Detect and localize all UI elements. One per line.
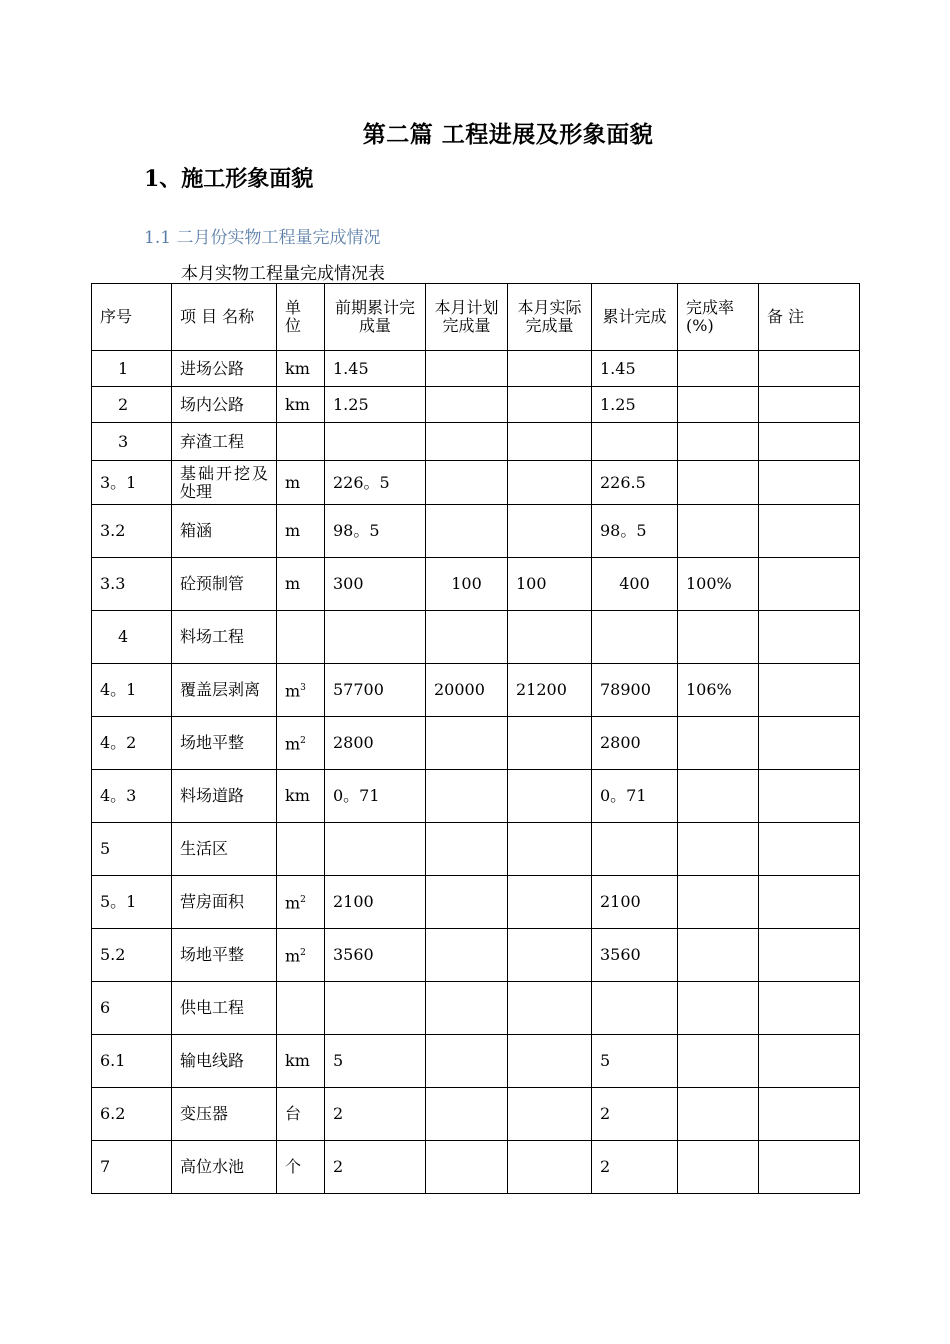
cell-note xyxy=(759,1141,860,1194)
cell-total: 0。71 xyxy=(592,770,678,823)
cell-rate xyxy=(678,351,759,387)
cell-unit: km xyxy=(277,351,325,387)
cell-note xyxy=(759,387,860,423)
header-unit: 单位 xyxy=(277,284,325,351)
cell-plan xyxy=(426,770,508,823)
cell-actual xyxy=(508,423,592,461)
cell-rate xyxy=(678,423,759,461)
cell-note xyxy=(759,461,860,505)
cell-total xyxy=(592,423,678,461)
cell-rate xyxy=(678,1141,759,1194)
cell-actual xyxy=(508,1088,592,1141)
cell-name: 生活区 xyxy=(172,823,277,876)
cell-total: 2100 xyxy=(592,876,678,929)
cell-name: 覆盖层剥离 xyxy=(172,664,277,717)
cell-no: 5.2 xyxy=(92,929,172,982)
cell-rate xyxy=(678,505,759,558)
cell-note xyxy=(759,1088,860,1141)
cell-prev: 1.45 xyxy=(325,351,426,387)
cell-no: 1 xyxy=(92,351,172,387)
cell-rate xyxy=(678,611,759,664)
cell-name: 料场工程 xyxy=(172,611,277,664)
cell-actual xyxy=(508,770,592,823)
cell-unit xyxy=(277,823,325,876)
cell-total xyxy=(592,823,678,876)
cell-unit xyxy=(277,611,325,664)
cell-prev: 2 xyxy=(325,1088,426,1141)
cell-rate xyxy=(678,1088,759,1141)
unit-text: m xyxy=(285,681,301,701)
cell-note xyxy=(759,611,860,664)
cell-no: 3.3 xyxy=(92,558,172,611)
cell-unit: km xyxy=(277,770,325,823)
cell-no: 3 xyxy=(92,423,172,461)
cell-actual xyxy=(508,823,592,876)
table-row xyxy=(92,423,860,461)
cell-plan xyxy=(426,351,508,387)
cell-unit xyxy=(277,929,325,982)
cell-actual xyxy=(508,982,592,1035)
cell-unit xyxy=(277,423,325,461)
cell-plan xyxy=(426,1141,508,1194)
table-row xyxy=(92,1035,860,1088)
cell-note xyxy=(759,1035,860,1088)
cell-unit: 台 xyxy=(277,1088,325,1141)
cell-name: 供电工程 xyxy=(172,982,277,1035)
cell-note xyxy=(759,876,860,929)
header-no: 序号 xyxy=(92,284,172,351)
unit-exponent: 3 xyxy=(300,683,306,694)
cell-name: 场地平整 xyxy=(172,929,277,982)
cell-prev: 3560 xyxy=(325,929,426,982)
table-row xyxy=(92,351,860,387)
unit-text: m xyxy=(285,946,301,966)
cell-rate xyxy=(678,823,759,876)
cell-plan xyxy=(426,505,508,558)
table-row xyxy=(92,461,860,505)
cell-plan xyxy=(426,929,508,982)
cell-total: 98。5 xyxy=(592,505,678,558)
cell-no: 6.2 xyxy=(92,1088,172,1141)
header-prev: 前期累计完成量 xyxy=(325,284,426,351)
table-row xyxy=(92,823,860,876)
cell-name: 输电线路 xyxy=(172,1035,277,1088)
cell-no: 5。1 xyxy=(92,876,172,929)
cell-no: 2 xyxy=(92,387,172,423)
cell-unit: km xyxy=(277,1035,325,1088)
cell-plan: 100 xyxy=(426,558,508,611)
cell-plan xyxy=(426,461,508,505)
cell-no: 3.2 xyxy=(92,505,172,558)
cell-unit: km xyxy=(277,387,325,423)
cell-rate xyxy=(678,1035,759,1088)
cell-actual: 100 xyxy=(508,558,592,611)
cell-note xyxy=(759,664,860,717)
cell-prev: 1.25 xyxy=(325,387,426,423)
cell-no: 4。1 xyxy=(92,664,172,717)
cell-plan xyxy=(426,423,508,461)
table-row xyxy=(92,717,860,770)
cell-actual xyxy=(508,387,592,423)
cell-no: 3。1 xyxy=(92,461,172,505)
table-row xyxy=(92,1088,860,1141)
cell-plan xyxy=(426,387,508,423)
cell-total: 3560 xyxy=(592,929,678,982)
cell-total: 2 xyxy=(592,1088,678,1141)
cell-actual xyxy=(508,461,592,505)
cell-actual xyxy=(508,929,592,982)
document-title: 第二篇 工程进展及形象面貌 xyxy=(362,121,654,148)
table-row xyxy=(92,664,860,717)
cell-name: 场内公路 xyxy=(172,387,277,423)
cell-prev xyxy=(325,982,426,1035)
cell-actual xyxy=(508,1035,592,1088)
cell-no: 4。3 xyxy=(92,770,172,823)
cell-prev: 5 xyxy=(325,1035,426,1088)
cell-actual: 21200 xyxy=(508,664,592,717)
cell-plan xyxy=(426,717,508,770)
cell-rate: 100% xyxy=(678,558,759,611)
cell-name: 基础开挖及处理 xyxy=(172,461,277,505)
cell-name: 砼预制管 xyxy=(172,558,277,611)
cell-unit: m xyxy=(277,558,325,611)
cell-note xyxy=(759,982,860,1035)
unit-exponent: 2 xyxy=(300,895,306,906)
cell-note xyxy=(759,423,860,461)
header-total: 累计完成 xyxy=(592,284,678,351)
cell-prev xyxy=(325,611,426,664)
cell-note xyxy=(759,770,860,823)
unit-exponent: 2 xyxy=(300,736,306,747)
cell-name: 营房面积 xyxy=(172,876,277,929)
cell-prev xyxy=(325,423,426,461)
cell-note xyxy=(759,558,860,611)
header-actual: 本月实际完成量 xyxy=(508,284,592,351)
cell-actual xyxy=(508,1141,592,1194)
cell-rate xyxy=(678,929,759,982)
cell-prev: 98。5 xyxy=(325,505,426,558)
section-heading: 1、施工形象面貌 xyxy=(144,166,314,192)
cell-name: 进场公路 xyxy=(172,351,277,387)
cell-unit: m xyxy=(277,505,325,558)
cell-no: 4。2 xyxy=(92,717,172,770)
cell-note xyxy=(759,929,860,982)
cell-unit xyxy=(277,664,325,717)
unit-text: m xyxy=(285,734,301,754)
cell-name: 变压器 xyxy=(172,1088,277,1141)
cell-total: 78900 xyxy=(592,664,678,717)
cell-total: 2 xyxy=(592,1141,678,1194)
cell-actual xyxy=(508,876,592,929)
cell-prev: 300 xyxy=(325,558,426,611)
cell-no: 6.1 xyxy=(92,1035,172,1088)
cell-rate xyxy=(678,770,759,823)
cell-actual xyxy=(508,351,592,387)
cell-plan: 20000 xyxy=(426,664,508,717)
cell-actual xyxy=(508,717,592,770)
cell-rate xyxy=(678,387,759,423)
table-row xyxy=(92,876,860,929)
cell-total xyxy=(592,611,678,664)
table-caption: 本月实物工程量完成情况表 xyxy=(181,264,385,284)
cell-unit xyxy=(277,717,325,770)
cell-note xyxy=(759,351,860,387)
table-row xyxy=(92,982,860,1035)
cell-unit xyxy=(277,982,325,1035)
cell-no: 6 xyxy=(92,982,172,1035)
cell-total: 5 xyxy=(592,1035,678,1088)
cell-rate xyxy=(678,461,759,505)
cell-no: 5 xyxy=(92,823,172,876)
progress-table xyxy=(91,283,860,1194)
unit-exponent: 2 xyxy=(300,948,306,959)
cell-unit xyxy=(277,876,325,929)
cell-total: 1.45 xyxy=(592,351,678,387)
table-header-row xyxy=(92,284,860,351)
cell-plan xyxy=(426,823,508,876)
cell-note xyxy=(759,505,860,558)
cell-total xyxy=(592,982,678,1035)
cell-plan xyxy=(426,1035,508,1088)
cell-name: 料场道路 xyxy=(172,770,277,823)
header-rate: 完成率(%) xyxy=(678,284,759,351)
cell-rate: 106% xyxy=(678,664,759,717)
table-row xyxy=(92,770,860,823)
cell-prev: 2800 xyxy=(325,717,426,770)
cell-actual xyxy=(508,505,592,558)
table-row xyxy=(92,611,860,664)
cell-unit: m xyxy=(277,461,325,505)
cell-prev: 0。71 xyxy=(325,770,426,823)
cell-actual xyxy=(508,611,592,664)
cell-total: 400 xyxy=(592,558,678,611)
cell-rate xyxy=(678,717,759,770)
cell-prev: 2 xyxy=(325,1141,426,1194)
header-note: 备 注 xyxy=(759,284,860,351)
table-row xyxy=(92,505,860,558)
cell-note xyxy=(759,823,860,876)
cell-name: 箱涵 xyxy=(172,505,277,558)
subsection-heading: 1.1 二月份实物工程量完成情况 xyxy=(144,228,381,248)
cell-rate xyxy=(678,876,759,929)
cell-plan xyxy=(426,982,508,1035)
cell-note xyxy=(759,717,860,770)
cell-unit: 个 xyxy=(277,1141,325,1194)
cell-name: 高位水池 xyxy=(172,1141,277,1194)
cell-total: 1.25 xyxy=(592,387,678,423)
table-row xyxy=(92,1141,860,1194)
cell-prev xyxy=(325,823,426,876)
cell-prev: 226。5 xyxy=(325,461,426,505)
table-row xyxy=(92,929,860,982)
cell-name: 弃渣工程 xyxy=(172,423,277,461)
cell-plan xyxy=(426,611,508,664)
cell-plan xyxy=(426,1088,508,1141)
table-row xyxy=(92,558,860,611)
cell-prev: 57700 xyxy=(325,664,426,717)
cell-rate xyxy=(678,982,759,1035)
header-plan: 本月计划完成量 xyxy=(426,284,508,351)
cell-total: 2800 xyxy=(592,717,678,770)
cell-name: 场地平整 xyxy=(172,717,277,770)
cell-no: 7 xyxy=(92,1141,172,1194)
cell-total: 226.5 xyxy=(592,461,678,505)
cell-prev: 2100 xyxy=(325,876,426,929)
unit-text: m xyxy=(285,893,301,913)
header-name: 项 目 名称 xyxy=(172,284,277,351)
cell-no: 4 xyxy=(92,611,172,664)
table-row xyxy=(92,387,860,423)
cell-plan xyxy=(426,876,508,929)
